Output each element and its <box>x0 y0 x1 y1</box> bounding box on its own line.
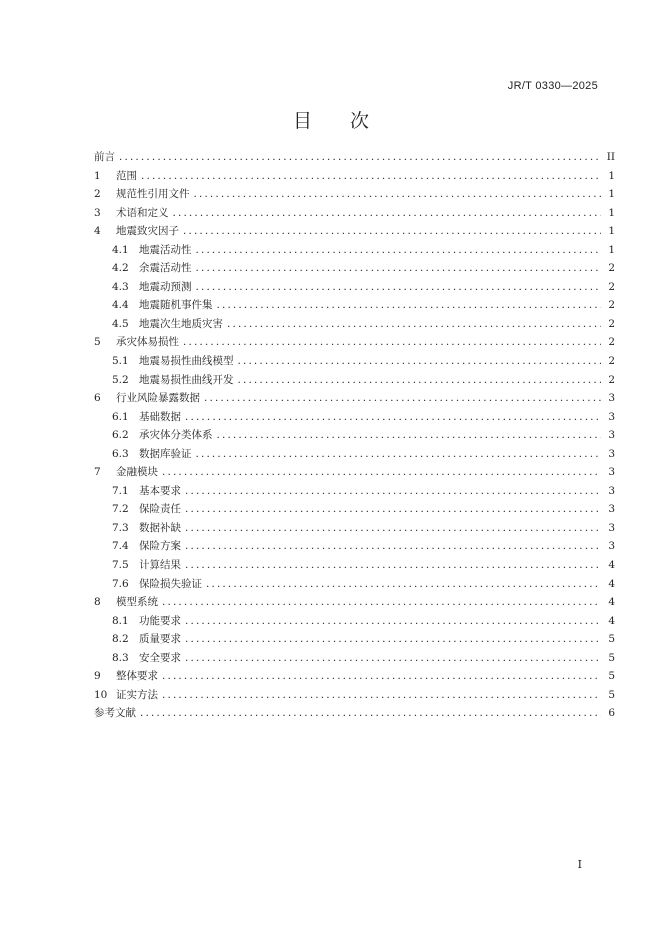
toc-entry-number: 4.1 <box>112 243 129 256</box>
toc-dot-leader <box>185 630 601 649</box>
toc-dot-leader <box>238 371 602 390</box>
toc-entry-page: 4 <box>608 559 615 572</box>
toc-dot-leader <box>227 315 601 334</box>
toc-entry-page: 3 <box>608 429 615 442</box>
toc-entry-title: 地震随机事件集 <box>139 299 213 312</box>
toc-entry[interactable] <box>94 667 615 686</box>
toc-dot-leader <box>141 167 601 186</box>
toc-entry-number: 8.3 <box>112 651 129 664</box>
toc-entry-title: 基础数据 <box>139 410 181 423</box>
toc-entry-title: 术语和定义 <box>116 206 169 219</box>
toc-dot-leader <box>196 445 602 464</box>
toc-entry[interactable] <box>94 519 615 538</box>
toc-dot-leader <box>119 148 601 167</box>
toc-entry[interactable] <box>94 167 615 186</box>
toc-entry-page: 2 <box>608 262 615 275</box>
toc-entry[interactable] <box>94 352 615 371</box>
toc-entry-number: 6.2 <box>112 429 129 442</box>
toc-dot-leader <box>140 704 601 723</box>
toc-dot-leader <box>194 185 602 204</box>
toc-entry-number: 7.4 <box>112 540 129 553</box>
toc-entry-number: 1 <box>94 169 101 182</box>
toc-entry-title: 质量要求 <box>139 633 181 646</box>
toc-entry-number: 9 <box>94 670 101 683</box>
toc-entry-page: 3 <box>608 392 615 405</box>
toc-entry-title: 承灾体分类体系 <box>139 429 213 442</box>
toc-entry[interactable] <box>94 686 615 705</box>
toc-entry-number: 3 <box>94 206 101 219</box>
toc-entry-page: 1 <box>608 169 615 182</box>
toc-dot-leader <box>185 649 601 668</box>
table-of-contents <box>94 148 615 723</box>
toc-entry-number: 8.1 <box>112 614 129 627</box>
toc-entry-title: 地震易损性曲线开发 <box>139 373 234 386</box>
toc-entry-page: 5 <box>608 670 615 683</box>
toc-entry[interactable] <box>94 482 615 501</box>
toc-entry-number: 5.2 <box>112 373 129 386</box>
toc-dot-leader <box>173 204 602 223</box>
toc-entry-number: 4.3 <box>112 280 129 293</box>
toc-dot-leader <box>162 667 601 686</box>
toc-entry-title: 功能要求 <box>139 614 181 627</box>
toc-entry-page: 2 <box>608 299 615 312</box>
toc-entry-number: 7.3 <box>112 521 129 534</box>
toc-entry-title: 地震致灾因子 <box>116 225 179 238</box>
toc-dot-leader <box>204 389 601 408</box>
toc-dot-leader <box>196 278 602 297</box>
toc-entry-page: 3 <box>608 540 615 553</box>
toc-entry-number: 4.4 <box>112 299 129 312</box>
toc-entry-title: 行业风险暴露数据 <box>116 392 200 405</box>
toc-entry-number: 10 <box>94 688 108 701</box>
toc-entry-title: 基本要求 <box>139 484 181 497</box>
toc-entry-number: 7.1 <box>112 484 129 497</box>
toc-dot-leader <box>162 686 601 705</box>
toc-entry-number: 4 <box>94 225 101 238</box>
toc-dot-leader <box>185 519 601 538</box>
toc-entry-page: 1 <box>608 206 615 219</box>
toc-entry[interactable] <box>94 296 615 315</box>
toc-entry-title: 模型系统 <box>116 596 158 609</box>
toc-dot-leader <box>162 463 601 482</box>
toc-dot-leader <box>185 408 601 427</box>
toc-entry-page: 3 <box>608 410 615 423</box>
document-code: JR/T 0330—2025 <box>507 80 598 92</box>
toc-entry-title: 证实方法 <box>116 688 158 701</box>
toc-entry-number: 7.5 <box>112 559 129 572</box>
toc-entry-number: 5 <box>94 336 101 349</box>
toc-entry[interactable] <box>94 204 615 223</box>
toc-entry-title: 规范性引用文件 <box>116 188 190 201</box>
toc-dot-leader <box>183 222 601 241</box>
toc-entry[interactable] <box>94 556 615 575</box>
toc-entry-title: 数据库验证 <box>139 447 192 460</box>
toc-entry-title: 范围 <box>116 169 137 182</box>
toc-entry-page: 6 <box>608 707 615 720</box>
toc-entry[interactable] <box>94 593 615 612</box>
toc-entry-title: 保险损失验证 <box>139 577 202 590</box>
toc-dot-leader <box>185 556 601 575</box>
toc-entry-title: 承灾体易损性 <box>116 336 179 349</box>
toc-entry-page: 3 <box>608 521 615 534</box>
toc-entry-page: 2 <box>608 280 615 293</box>
toc-dot-leader <box>185 500 601 519</box>
toc-entry[interactable] <box>94 389 615 408</box>
toc-entry-number: 7.2 <box>112 503 129 516</box>
toc-entry-page: 5 <box>608 688 615 701</box>
toc-entry-page: 3 <box>608 466 615 479</box>
toc-entry[interactable] <box>94 445 615 464</box>
toc-entry-number: 2 <box>94 188 101 201</box>
toc-entry[interactable] <box>94 371 615 390</box>
toc-entry-page: 4 <box>608 596 615 609</box>
toc-entry-number: 8 <box>94 596 101 609</box>
toc-entry-page: 1 <box>608 243 615 256</box>
toc-entry-page: II <box>606 151 615 163</box>
toc-entry[interactable] <box>94 278 615 297</box>
toc-entry[interactable] <box>94 649 615 668</box>
toc-entry-title: 保险责任 <box>139 503 181 516</box>
toc-entry[interactable] <box>94 185 615 204</box>
toc-entry-number: 6.3 <box>112 447 129 460</box>
toc-title: 目 次 <box>292 110 369 132</box>
toc-entry[interactable] <box>94 259 615 278</box>
toc-entry[interactable] <box>94 315 615 334</box>
toc-entry-page: 4 <box>608 614 615 627</box>
toc-entry[interactable] <box>94 612 615 631</box>
toc-entry-title: 余震活动性 <box>139 262 192 275</box>
page-number: I <box>577 858 582 871</box>
toc-entry-title: 保险方案 <box>139 540 181 553</box>
toc-entry-number: 8.2 <box>112 633 129 646</box>
toc-entry-page: 3 <box>608 484 615 497</box>
toc-entry-title: 整体要求 <box>116 670 158 683</box>
toc-entry-page: 2 <box>608 355 615 368</box>
toc-entry[interactable] <box>94 408 615 427</box>
toc-entry[interactable] <box>94 630 615 649</box>
toc-entry-title: 计算结果 <box>139 559 181 572</box>
toc-dot-leader <box>183 333 601 352</box>
toc-entry[interactable] <box>94 704 615 723</box>
toc-entry-number: 7 <box>94 466 101 479</box>
toc-entry-title: 地震动预测 <box>139 280 192 293</box>
toc-entry[interactable] <box>94 575 615 594</box>
toc-dot-leader <box>206 575 601 594</box>
toc-entry-page: 1 <box>608 225 615 238</box>
toc-entry-title: 金融模块 <box>116 466 158 479</box>
toc-entry[interactable] <box>94 241 615 260</box>
toc-entry-title: 前言 <box>94 151 115 163</box>
toc-entry-page: 2 <box>608 336 615 349</box>
toc-dot-leader <box>196 259 602 278</box>
toc-entry-page: 5 <box>608 651 615 664</box>
toc-entry-page: 2 <box>608 373 615 386</box>
toc-entry-number: 6.1 <box>112 410 129 423</box>
toc-entry-title: 地震易损性曲线模型 <box>139 355 234 368</box>
toc-entry-number: 5.1 <box>112 355 129 368</box>
toc-entry-title: 地震次生地质灾害 <box>139 317 223 330</box>
toc-dot-leader <box>217 426 602 445</box>
toc-entry-number: 4.2 <box>112 262 129 275</box>
toc-entry[interactable] <box>94 333 615 352</box>
toc-entry-page: 5 <box>608 633 615 646</box>
toc-entry[interactable] <box>94 463 615 482</box>
toc-entry-number: 7.6 <box>112 577 129 590</box>
toc-dot-leader <box>217 296 602 315</box>
toc-entry-number: 6 <box>94 392 101 405</box>
toc-dot-leader <box>238 352 602 371</box>
toc-entry[interactable] <box>94 222 615 241</box>
toc-entry-title: 地震活动性 <box>139 243 192 256</box>
toc-entry-title: 数据补缺 <box>139 521 181 534</box>
toc-entry-page: 3 <box>608 447 615 460</box>
toc-dot-leader <box>185 537 601 556</box>
toc-entry-page: 3 <box>608 503 615 516</box>
toc-entry[interactable] <box>94 537 615 556</box>
toc-entry-page: 2 <box>608 317 615 330</box>
toc-dot-leader <box>185 482 601 501</box>
toc-entry-number: 4.5 <box>112 317 129 330</box>
toc-entry-page: 4 <box>608 577 615 590</box>
toc-entry-page: 1 <box>608 188 615 201</box>
toc-entry-title: 参考文献 <box>94 707 136 720</box>
toc-entry[interactable] <box>94 148 615 167</box>
toc-dot-leader <box>185 612 601 631</box>
toc-entry[interactable] <box>94 426 615 445</box>
toc-entry[interactable] <box>94 500 615 519</box>
toc-dot-leader <box>162 593 601 612</box>
toc-entry-title: 安全要求 <box>139 651 181 664</box>
toc-dot-leader <box>196 241 602 260</box>
